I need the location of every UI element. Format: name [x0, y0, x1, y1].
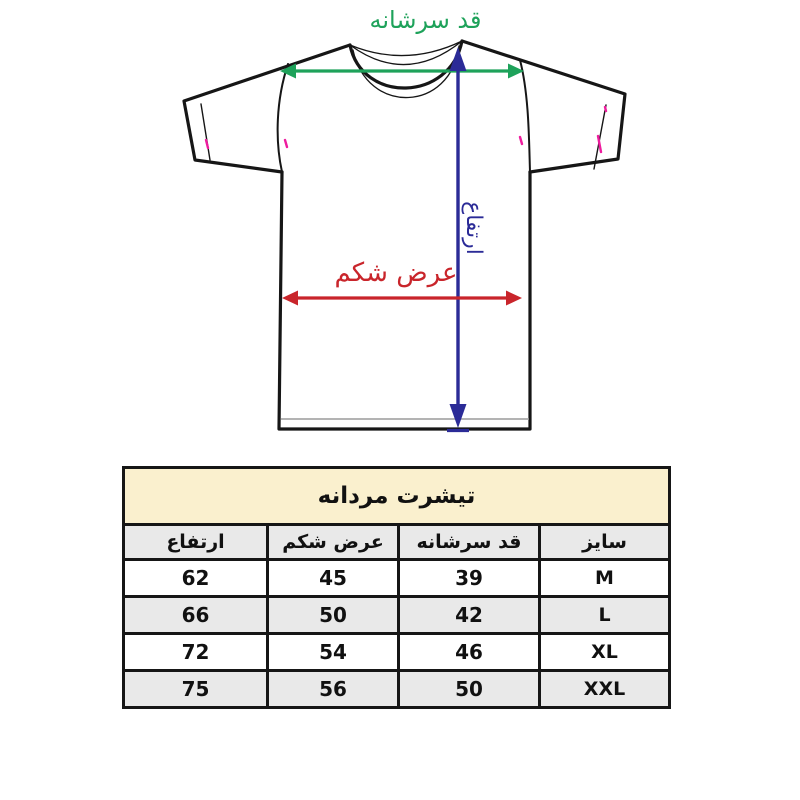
cell-size: L	[540, 597, 670, 634]
table-header-row	[124, 525, 670, 560]
cell-height: 72	[124, 634, 268, 671]
tshirt-silhouette	[184, 41, 625, 429]
table-title: تیشرت مردانه	[124, 468, 670, 525]
cell-shoulder: 46	[399, 634, 540, 671]
cell-height: 66	[124, 597, 268, 634]
cell-belly: 54	[268, 634, 399, 671]
cell-shoulder: 42	[399, 597, 540, 634]
table-title-row	[124, 468, 670, 525]
cell-size: XXL	[540, 671, 670, 708]
cell-shoulder: 39	[399, 560, 540, 597]
column-header-belly: عرض شکم	[268, 525, 399, 560]
cell-size: M	[540, 560, 670, 597]
table-row-m	[124, 560, 670, 597]
belly-width-label: عرض شکم	[334, 258, 458, 288]
table-row-l	[124, 597, 670, 634]
cell-size: XL	[540, 634, 670, 671]
cell-belly: 56	[268, 671, 399, 708]
shoulder-length-label: قد سرشانه	[369, 6, 482, 34]
cell-belly: 50	[268, 597, 399, 634]
table-row-xxl	[124, 671, 670, 708]
table-row-xl	[124, 634, 670, 671]
column-header-height: ارتفاع	[124, 525, 268, 560]
size-table	[122, 466, 671, 709]
size-table-container	[122, 466, 668, 709]
column-header-shoulder: قد سرشانه	[399, 525, 540, 560]
column-header-size: سایز	[540, 525, 670, 560]
height-label: ارتفاع	[461, 201, 486, 255]
cell-shoulder: 50	[399, 671, 540, 708]
cell-height: 62	[124, 560, 268, 597]
cell-belly: 45	[268, 560, 399, 597]
cell-height: 75	[124, 671, 268, 708]
